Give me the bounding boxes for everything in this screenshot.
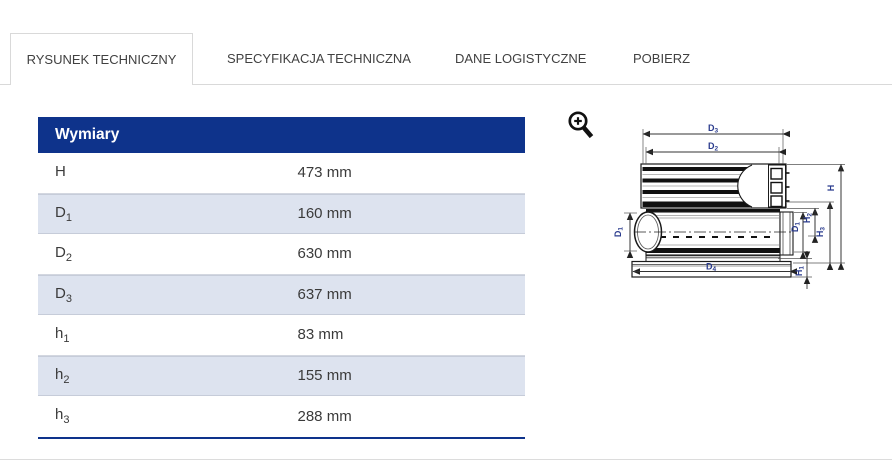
dim-label-d2: D2 — [707, 141, 719, 153]
tab-dane-logistyczne[interactable]: DANE LOGISTYCZNE — [455, 51, 587, 66]
row-label: $D_2$ — [55, 243, 72, 264]
row-value: 630 mm — [297, 245, 352, 263]
table-header — [38, 117, 525, 153]
dim-label-d1-right: D1 — [790, 221, 802, 233]
row-label: H — [55, 162, 66, 180]
row-label: $h_2$ — [55, 365, 70, 386]
row-label: $h_3$ — [55, 406, 70, 427]
table-row — [38, 396, 525, 437]
table-row — [38, 234, 525, 275]
row-value: 473 mm — [297, 164, 352, 182]
tab-specyfikacja-techniczna[interactable]: SPECYFIKACJA TECHNICZNA — [227, 51, 411, 66]
row-label: $D_3$ — [55, 284, 72, 305]
row-label: $D_1$ — [55, 203, 72, 224]
table-row — [38, 275, 525, 316]
dim-label-d4: D4 — [705, 261, 717, 273]
dim-label-h3: H3 — [815, 226, 827, 238]
technical-drawing — [610, 105, 892, 305]
tab-label: RYSUNEK TECHNICZNY — [26, 52, 177, 67]
dim-label-h: H — [826, 184, 836, 192]
row-value: 288 mm — [297, 407, 352, 425]
zoom-in-button[interactable] — [566, 108, 598, 142]
tab-pobierz[interactable]: POBIERZ — [633, 51, 691, 66]
table-rows — [38, 153, 525, 437]
zoom-in-magnifier-icon — [566, 108, 598, 142]
dim-label-d1-left: D1 — [613, 226, 625, 238]
dim-label-h2: H2 — [802, 212, 814, 224]
row-label: $h_1$ — [55, 324, 70, 345]
row-value: 637 mm — [297, 286, 352, 304]
table-row — [38, 315, 525, 356]
table-row — [38, 194, 525, 235]
row-value: 83 mm — [297, 326, 344, 344]
bottom-divider — [0, 459, 892, 460]
row-value: 160 mm — [297, 205, 352, 223]
dimensions-table — [38, 117, 525, 439]
table-title: Wymiary — [55, 126, 120, 143]
dim-label-d3: D3 — [707, 123, 719, 135]
table-row — [38, 356, 525, 397]
tab-rysunek-techniczny[interactable] — [10, 33, 193, 85]
table-row — [38, 153, 525, 194]
dim-label-h1: H1 — [794, 265, 806, 277]
row-value: 155 mm — [297, 367, 352, 385]
